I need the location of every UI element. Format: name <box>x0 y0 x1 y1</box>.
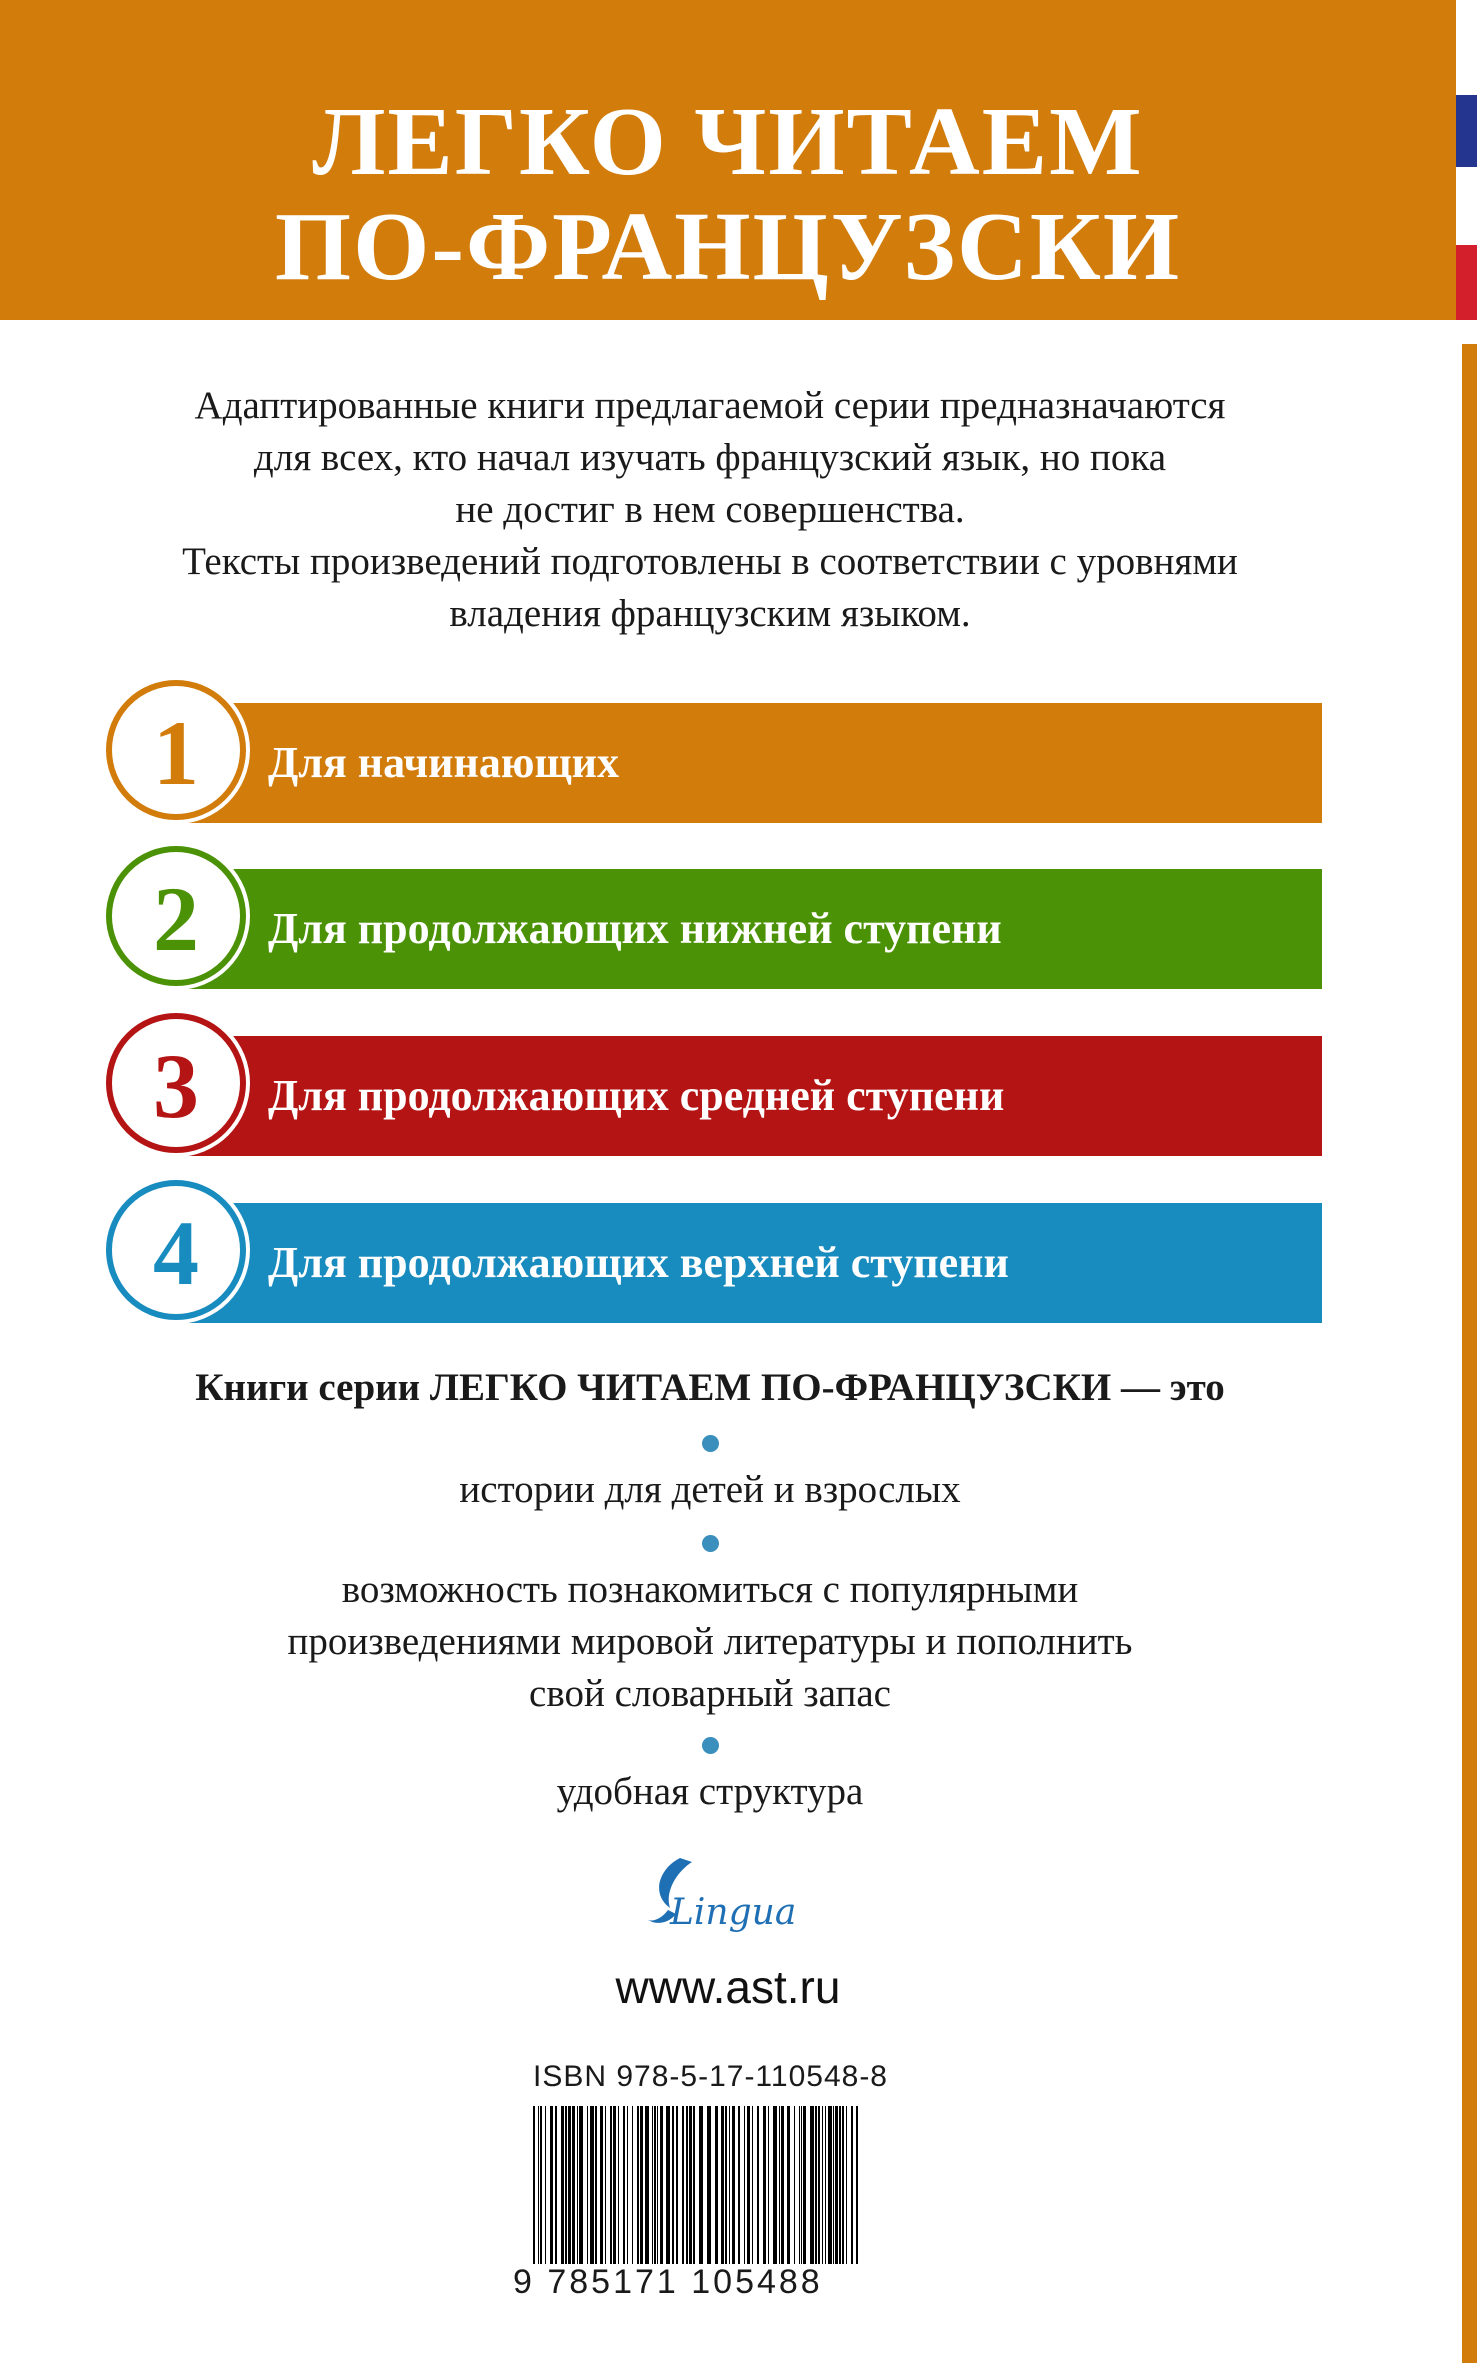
feature-item <box>60 1464 1360 1516</box>
barcode-image <box>533 2106 859 2264</box>
features-heading <box>60 1362 1360 1414</box>
level-number-badge <box>106 680 246 820</box>
level-4 <box>106 1180 1322 1326</box>
series-title-line2: ПО-ФРАНЦУЗСКИ <box>274 193 1182 301</box>
level-label: Для продолжающих нижней ступени <box>268 904 1002 953</box>
website-url: www.ast.ru <box>615 1961 841 2013</box>
level-label: Для продолжающих средней ступени <box>268 1071 1005 1120</box>
heading-suffix: — это <box>1111 1366 1225 1409</box>
series-title-line1: ЛЕГКО ЧИТАЕМ <box>312 88 1144 196</box>
level-2 <box>106 846 1322 992</box>
feature-item <box>60 1766 1360 1818</box>
level-number: 3 <box>153 1035 199 1137</box>
bullet-dot <box>60 1737 1360 1754</box>
intro-line: Адаптированные книги предлагаемой серии предназначаются <box>194 384 1226 427</box>
intro-line: для всех, кто начал изучать французский язык, но пока <box>253 436 1167 479</box>
feature-line: удобная структура <box>556 1770 864 1813</box>
spine-stripe <box>1462 344 1477 2363</box>
level-label: Для начинающих <box>268 738 619 787</box>
level-number-badge <box>106 1013 246 1153</box>
heading-series: ЛЕГКО ЧИТАЕМ ПО-ФРАНЦУЗСКИ <box>429 1366 1112 1409</box>
feature-line: возможность познакомиться с популярными <box>341 1568 1079 1611</box>
level-number-badge <box>106 846 246 986</box>
logo-text: Lingua <box>670 1892 797 1933</box>
bullet-dot <box>60 1435 1360 1452</box>
feature-line: истории для детей и взрослых <box>459 1468 961 1511</box>
feature-line: произведениями мировой литературы и пополнить <box>287 1620 1133 1663</box>
level-label: Для продолжающих верхней ступени <box>268 1238 1009 1287</box>
level-1 <box>106 680 1322 826</box>
lingua-logo <box>640 1848 800 1938</box>
isbn-text: ISBN 978-5-17-110548-8 <box>533 2060 888 2093</box>
feature-item <box>60 1564 1360 1720</box>
intro-paragraph <box>60 380 1360 640</box>
intro-line: владения французским языком. <box>449 592 971 635</box>
feature-line: свой словарный запас <box>529 1672 891 1715</box>
bullet-dot <box>60 1535 1360 1552</box>
header-band <box>0 0 1456 320</box>
barcode-digits: 9 785171 105488 <box>513 2263 823 2301</box>
heading-prefix: Книги серии <box>195 1366 430 1409</box>
level-3 <box>106 1013 1322 1159</box>
intro-line: Тексты произведений подготовлены в соответствии с уровнями <box>182 540 1238 583</box>
level-number: 4 <box>153 1202 199 1304</box>
intro-line: не достиг в нем совершенства. <box>455 488 965 531</box>
level-number-badge <box>106 1180 246 1320</box>
level-number: 1 <box>153 702 199 804</box>
level-number: 2 <box>153 868 199 970</box>
